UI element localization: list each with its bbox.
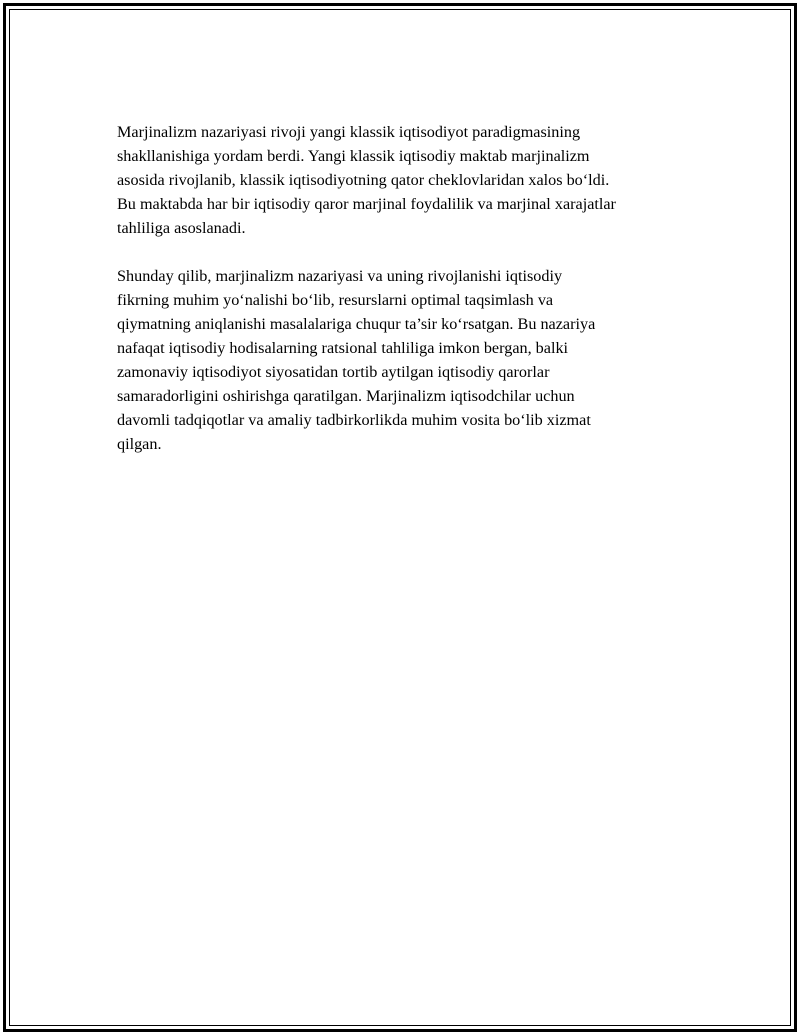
paragraph-line: qiymatning aniqlanishi masalalariga chuqur ta’sir ko‘rsatgan. Bu nazariya <box>117 315 596 333</box>
document-page <box>3 3 797 1032</box>
paragraph-1 <box>117 120 697 240</box>
document-body <box>117 120 697 480</box>
paragraph-line: tahliliga asoslanadi. <box>117 219 246 237</box>
paragraph-line: davomli tadqiqotlar va amaliy tadbirkorlikda muhim vosita bo‘lib xizmat <box>117 411 591 429</box>
paragraph-line: shakllanishiga yordam berdi. Yangi klassik iqtisodiy maktab marjinalizm <box>117 147 590 165</box>
paragraph-line: Bu maktabda har bir iqtisodiy qaror marjinal foydalilik va marjinal xarajatlar <box>117 195 616 213</box>
paragraph-line: fikrning muhim yo‘nalishi bo‘lib, resurslarni optimal taqsimlash va <box>117 291 554 309</box>
paragraph-line: qilgan. <box>117 435 162 453</box>
paragraph-line: zamonaviy iqtisodiyot siyosatidan tortib aytilgan iqtisodiy qarorlar <box>117 363 550 381</box>
paragraph-line: samaradorligini oshirishga qaratilgan. Marjinalizm iqtisodchilar uchun <box>117 387 575 405</box>
paragraph-2 <box>117 264 697 456</box>
paragraph-line: Shunday qilib, marjinalizm nazariyasi va uning rivojlanishi iqtisodiy <box>117 267 563 285</box>
paragraph-line: asosida rivojlanib, klassik iqtisodiyotning qator cheklovlaridan xalos bo‘ldi. <box>117 171 610 189</box>
paragraph-line: nafaqat iqtisodiy hodisalarning ratsional tahliliga imkon bergan, balki <box>117 339 569 357</box>
paragraph-line: Marjinalizm nazariyasi rivoji yangi klassik iqtisodiyot paradigmasining <box>117 123 581 141</box>
